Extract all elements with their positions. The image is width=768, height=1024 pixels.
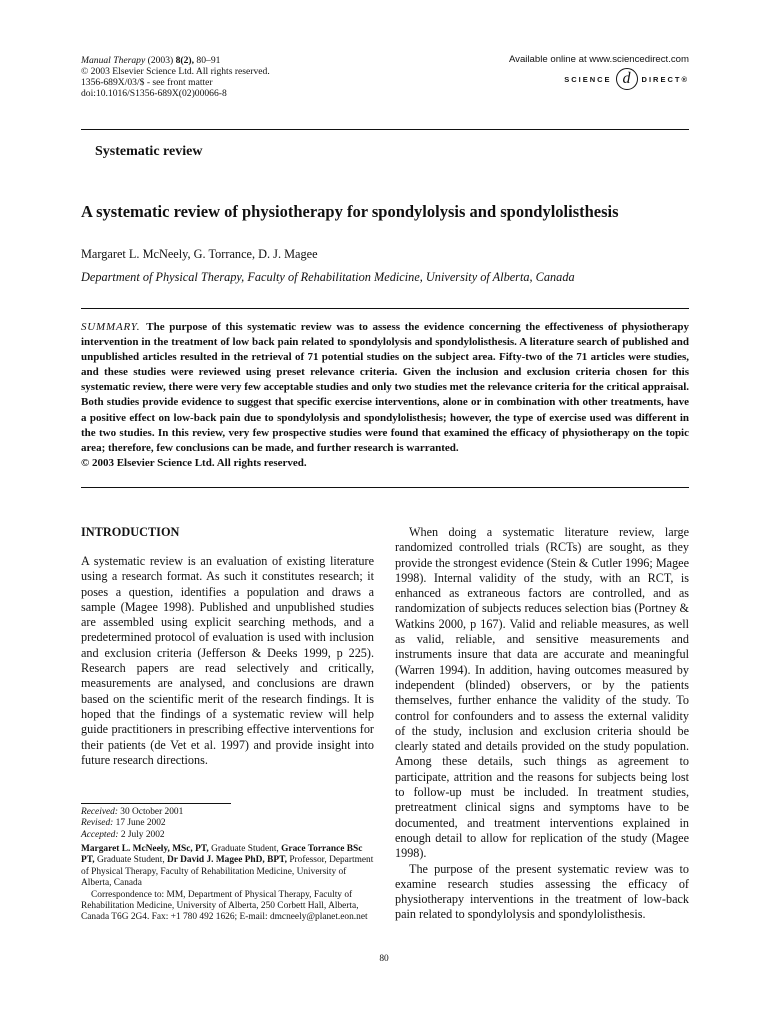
page-number: 80 [379, 954, 389, 964]
footnote-divider [81, 803, 231, 804]
logo-science: SCIENCE [564, 74, 612, 84]
accepted-date [81, 830, 183, 841]
journal-year: (2003) [147, 55, 174, 66]
copyright-line: © 2003 Elsevier Science Ltd. All rights reserved. [81, 66, 270, 77]
author-affiliation: Department of Physical Therapy, Faculty of Rehabilitation Medicine, University of Alberta, Canada [81, 270, 575, 284]
journal-citation-line [81, 55, 270, 66]
issn-line: 1356-689X/03/$ - see front matter [81, 77, 213, 88]
right-paragraph-1: When doing a systematic literature review, large randomized controlled trials (RCTs) are sought, as they provide the strongest evidence (Stein & Cutler 1996; Magee 1998). Internal validity of the study, with an RCT, is enhanced as extraneous factors are controlled, and as randomization of subjects reduces selection bias (Portney & Watkins 2000, p 167). Valid and reliable measures, as well as valid, reliable, and sensitive measurements and instruments insure that data are accurate and meaningful (Warren 1994). In addition, having outcomes measured by independent (blinded) observers, or by the patients themselves, further enhance the validity of the study. To control for confounders and to assess the external validity of the study, inclusion and exclusion criteria should be clearly stated and details provided on the study population. Among these details, such things as agreement to participate, attrition and the reasons for subjects being lost to follow-up must be included. In treatment studies, pretreatment clinical signs and symptoms have to be documented, and treatment interventions explained in enough detail to allow for replication of the study (Magee 1998). [395, 525, 689, 861]
author3-name: Dr David J. Magee PhD, BPT, [167, 855, 287, 866]
author3-role: Professor, Department of Physical Therapy, Faculty of Rehabilitation Medicine, University of Alberta, Canada [81, 855, 374, 889]
journal-volume: 8(2), [175, 55, 195, 66]
revised-value: 17 June 2002 [115, 818, 166, 829]
introduction-heading: INTRODUCTION [81, 525, 180, 539]
accepted-label: Accepted: [81, 829, 119, 840]
article-dates [81, 807, 183, 841]
section-label: Systematic review [95, 144, 203, 159]
doi-line: doi:10.1016/S1356-689X(02)00066-8 [81, 88, 227, 99]
author2-name: Grace Torrance BSc PT, [81, 844, 363, 866]
abstract-top-divider [81, 308, 689, 309]
author1-name: Margaret L. McNeely, MSc, PT, [81, 844, 209, 854]
journal-pages: 80–91 [196, 55, 221, 66]
sciencedirect-d-icon: d [616, 68, 638, 90]
right-paragraph-2: The purpose of the present systematic review was to examine research studies assessing the efficacy of physiotherapy interventions in the treatment of low-back pain related to spondylolysis and spondylolisthesis. [395, 861, 689, 922]
revised-label: Revised: [81, 818, 114, 829]
header-divider [81, 129, 689, 130]
author1-role: Graduate Student, [211, 844, 279, 854]
correspondence: Correspondence to: MM, Department of Physical Therapy, Faculty of Rehabilitation Medicine, University of Alberta, 250 Corbett Hall, Alberta, Canada T6G 2G4. Fax: +1 780 492 1626; E-mail: dmcneely@planet.eon.net [81, 889, 368, 923]
abstract-label: SUMMARY. [81, 321, 141, 333]
available-online-text: Available online at www.sciencedirect.com [508, 54, 689, 65]
author-list: Margaret L. McNeely, G. Torrance, D. J. Magee [81, 247, 318, 261]
article-title: A systematic review of physiotherapy for spondylolysis and spondylolisthesis [81, 202, 619, 221]
abstract-text: The purpose of this systematic review was to assess the evidence concerning the effectiveness of physiotherapy intervention in the treatment of low back pain related to spondylolysis and spondylolisthesis. A literature search of published and unpublished articles resulted in the retrieval of 71 potential studies on the subject area. Fifty-two of the 71 articles were studies, and these studies were reviewed using preset relevance criteria. Given the inclusion and exclusion criteria chosen for this systematic review, there were very few acceptable studies and only two studies met the relevance criteria for the critical appraisal. Both studies provide evidence to suggest that specific exercise interventions, alone or in combination with other treatments, have a positive effect on low-back pain due to spondylolysis and spondylolisthesis; however, the type of exercise used was different in the two studies. In this review, very few prospective studies were found that examined the efficacy of physiotherapy on the topic area; therefore, few conclusions can be made, and further research is warranted. [81, 321, 689, 454]
journal-citation [81, 55, 270, 99]
sciencedirect-logo [564, 68, 689, 90]
received-label: Received: [81, 807, 118, 817]
abstract-copyright: © 2003 Elsevier Science Ltd. All rights reserved. [81, 456, 307, 469]
abstract [81, 320, 689, 471]
author-footnote [81, 844, 374, 924]
journal-name: Manual Therapy [81, 55, 146, 66]
abstract-bottom-divider [81, 487, 689, 488]
received-date [81, 807, 183, 818]
author2-role: Graduate Student, [96, 855, 165, 866]
logo-direct: DIRECT® [641, 74, 689, 84]
accepted-value: 2 July 2002 [120, 829, 165, 840]
revised-date [81, 818, 183, 829]
right-column [395, 525, 689, 923]
introduction-paragraph: A systematic review is an evaluation of existing literature using a research format. As such it constitutes research; it poses a question, identifies a population and draws a sample (Magee 1998). Published and unpublished studies are assembled using explicit searching methods, and a predetermined protocol of evaluation is used with inclusion and exclusion criteria (Jefferson & Deeks 1999, p 225). Research papers are read selectively and critically, measurements are analysed, and conclusions are drawn based on the scientific merit of the research findings. It is hoped that the findings of a systematic review will help guide practitioners in prescribing effective interventions for their patients (de Vet et al. 1997) and provide insight into future research directions. [81, 554, 374, 767]
left-column [81, 525, 374, 768]
author-roles [81, 844, 374, 890]
received-value: 30 October 2001 [120, 807, 184, 817]
